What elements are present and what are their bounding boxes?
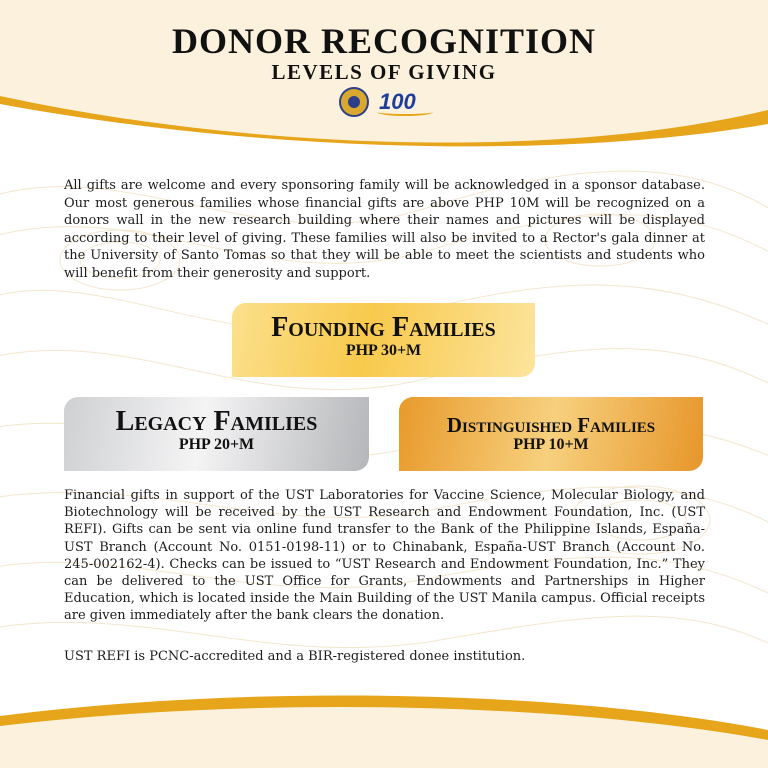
logo-group — [337, 86, 437, 120]
tier-name: Distinguished Families — [446, 413, 656, 437]
tier-founding-families — [232, 303, 535, 377]
page-subtitle: LEVELS OF GIVING — [271, 60, 497, 84]
page-title: DONOR RECOGNITION — [171, 21, 597, 61]
tier-name: Legacy Families — [115, 406, 318, 437]
tier-distinguished-families — [399, 397, 703, 471]
footer-band — [0, 690, 768, 768]
centennial-logo: 100 — [379, 89, 416, 114]
swoosh-icon — [377, 108, 433, 116]
tier-amount: PHP 30+M — [345, 342, 422, 359]
tier-amount: PHP 10+M — [513, 436, 589, 453]
details-paragraph: Financial gifts in support of the UST Laboratories for Vaccine Science, Molecular Biology, and Biotechnology will be received by the UST Research and Endowment Foundation, Inc. (UST REFI). Gifts can be sent via online fund transfer to the Bank of the Philippine Islands, España-UST Branch (Account No. 0151-0198-11) or to Chinabank, España-UST Branch (Account No. 245-002162-4). Checks can be issued to “UST Research and Endowment Foundation, Inc.” They can be delivered to the UST Office for Grants, Endowments and Partnerships in Higher Education, which is located inside the Main Building of the UST Manila campus. Official receipts are given immediately after the bank clears the donation. — [64, 488, 705, 624]
tier-legacy-families — [64, 397, 369, 471]
tier-name: Founding Families — [271, 312, 496, 343]
intro-paragraph: All gifts are welcome and every sponsoring family will be acknowledged in a sponsor database. Our most generous families whose financial gifts are above PHP 10M will be recognized on a donors wall in the new research building where their names and pictures will be displayed according to their level of giving. These families will also be invited to a Rector's gala dinner at the University of Santo Tomas so that they will be able to meet the scientists and students who will benefit from their generosity and support. — [64, 178, 705, 281]
seal-icon — [339, 87, 369, 117]
tier-amount: PHP 20+M — [178, 436, 255, 453]
closing-paragraph: UST REFI is PCNC-accredited and a BIR-registered donee institution. — [64, 649, 526, 664]
